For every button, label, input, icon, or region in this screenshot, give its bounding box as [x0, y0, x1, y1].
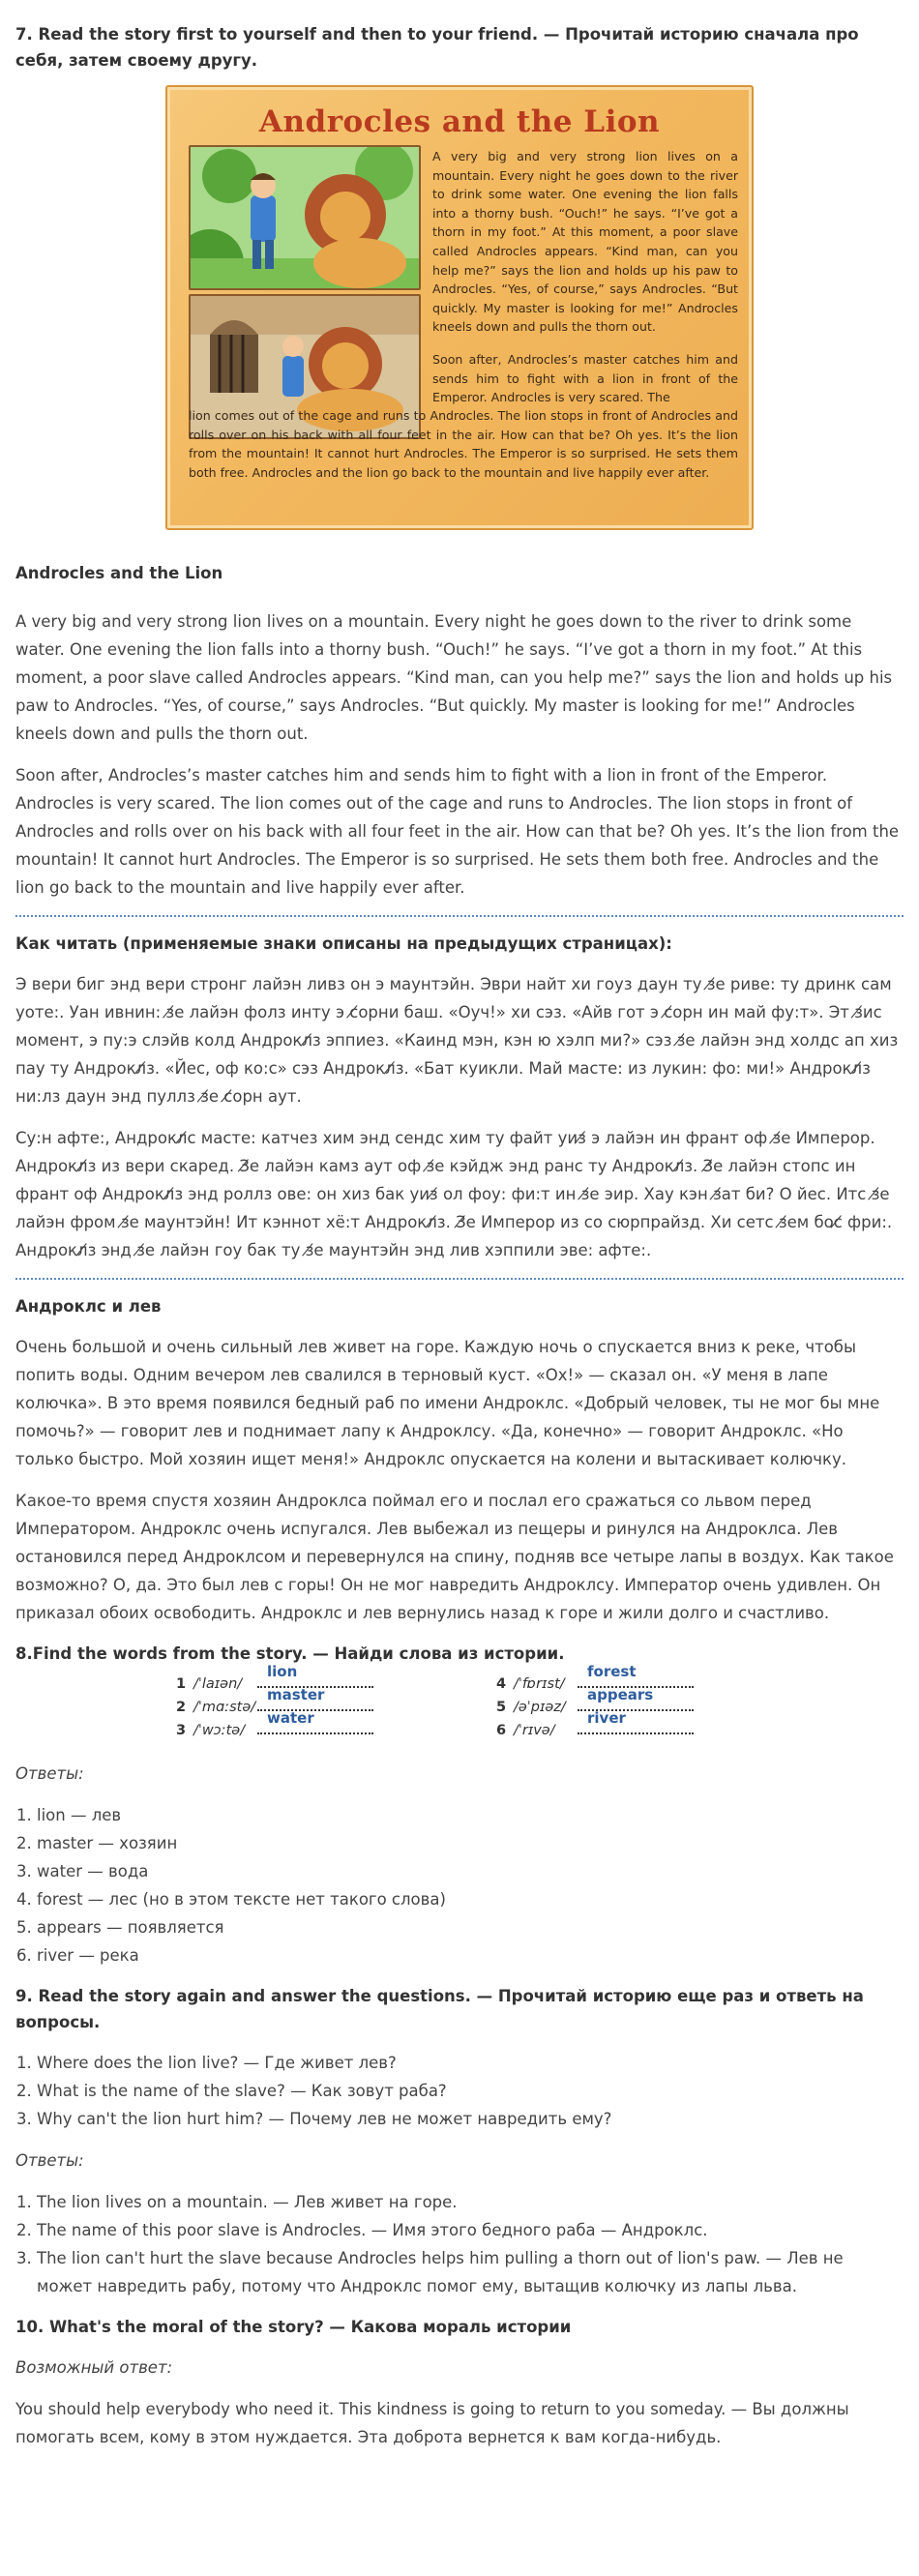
reading-guide-heading: Как читать (применяемые знаки описаны на предыдущих страницах):: [15, 934, 672, 953]
word-transcription: /ˈfɒrɪst/: [514, 1676, 565, 1692]
reading-paragraph-1: Э вери биг энд вери стронг лайэн ливз он э маунтэйн. Эври найт хи гоуз даун ту з̸е риве: ту дринк сам уоте:. Уан ивнин: з̸е лайэн фолз инту э с̸орни баш. «Оуч!» хи сэз. «Айв гот э с̸орн ин май фу:т». Эт з̸ис момент, э пу:э слэйв колд Андрокл̸з эппиез. «Каинд мэн, кэн ю хэлп ми?» сэз з̸е лайэн энд холдс ап хиз пау ту Андрокл̸з. «Йес, оф ко:с» сэз Андрокл̸з. «Бат куикли. Май масте: из лукин: фо: ми!» Андрокл̸з ни:лз даун энд пуллз з̸е с̸орн аут.: [15, 975, 899, 1106]
word-answer: master: [267, 1686, 325, 1703]
word-answer: water: [267, 1709, 314, 1727]
word-number: 1: [176, 1676, 187, 1692]
story-paragraph-2: Soon after, Androcles’s master catches him and sends him to fight with a lion in front of the Emperor. Androcles is very scared. The lion comes out of the cage and runs to Androcles. The lion stops in front of Androcles and rolls over on his back with all four feet in the air. How can that be? Oh yes. It’s the lion from the mountain! It cannot hurt Androcles. The Emperor is so surprised. He sets them both free. Androcles and the lion go back to the mountain and live happily ever after.: [15, 766, 900, 897]
translation-paragraph-2: Какое-то время спустя хозяин Андроклса поймал его и послал его сражаться со львом перед Императором. Андроклс очень испугался. Лев выбежал из пещеры и ринулся на Андроклса. Лев остановился перед Андроклсом и перевернулся на спину, подняв все четыре лапы в воздух. Как такое возможно? О, да. Это был лев с горы! Он не мог навредить Андроклсу. Император очень удивлен. Он приказал обоих освободить. Андроклс и лев вернулись назад к горе и жили долго и счастливо.: [15, 1492, 894, 1622]
story-illustration: [165, 85, 754, 530]
list-item: 6. river — река: [37, 1941, 904, 1969]
word-answer: appears: [587, 1686, 654, 1703]
list-item: 2. The name of this poor slave is Androcles. — Имя этого бедного раба — Андроклс.: [37, 2216, 904, 2244]
list-item: 1. The lion lives on a mountain. — Лев живет на горе.: [37, 2188, 904, 2216]
word-number: 5: [496, 1700, 507, 1715]
exercise-9-answers-list: [15, 2188, 904, 2300]
story-paragraph-1: A very big and very strong lion lives on a mountain. Every night he goes down to the river to drink some water. One evening the lion falls into a thorny bush. “Ouch!” he says. “I’ve got a thorn in my foot.” At this moment, a poor slave called Androcles appears. “Kind man, can you help me?” says the lion and holds up his paw to Androcles. “Yes, of course,” says Androcles. “But quickly. My master is looking for me!” Androcles kneels down and pulls the thorn out.: [15, 612, 893, 743]
word-answer: lion: [267, 1663, 298, 1680]
exercise-9-questions-list: [15, 2049, 904, 2133]
translation-heading: Андроклс и лев: [15, 1297, 162, 1316]
word-number: 6: [496, 1723, 507, 1738]
exercise-8-answers-label: Ответы:: [15, 1764, 84, 1783]
exercise-8-answers-list: [15, 1801, 904, 1969]
exercise-9-heading: 9. Read the story again and answer the questions. — Прочитай историю еще раз и ответь на вопросы.: [15, 1987, 864, 2031]
list-item: 3. water — вода: [37, 1857, 904, 1885]
exercise-10-heading: 10. What's the moral of the story? — Какова мораль истории: [15, 2318, 572, 2336]
word-answer: river: [587, 1709, 626, 1727]
list-item: 3. The lion can't hurt the slave because Androcles helps him pulling a thorn out of lion's paw. — Лев не может навредить рабу, потому что Андроклс помог ему, вытащив колючку из лапы льва.: [37, 2244, 904, 2300]
exercise-10-answer: You should help everybody who need it. This kindness is going to return to you someday. — Вы должны помогать всем, кому в этом нуждается. Эта доброта вернется к вам когда-нибудь.: [15, 2400, 849, 2446]
list-item: 1. lion — лев: [37, 1801, 904, 1829]
list-item: 5. appears — появляется: [37, 1913, 904, 1941]
word-transcription: /ˈwɔːtə/: [193, 1723, 246, 1738]
word-transcription: /ˈlaɪən/: [193, 1676, 243, 1692]
word-answer-line: [257, 1709, 373, 1734]
word-number: 2: [176, 1700, 187, 1715]
illustration-text-part-3: lion comes out of the cage and runs to Androcles. The lion stops in front of Androcles and rolls over on his back with all four feet in the air. How can that be? Oh yes. It’s the lion from the mountain! It cannot hurt Androcles. The Emperor is so surprised. He sets them both free. Androcles and the lion go back to the mountain and live happily ever after.: [189, 408, 738, 480]
word-number: 3: [176, 1723, 187, 1738]
word-transcription: /ˈrɪvə/: [514, 1723, 555, 1738]
list-item: 3. Why can't the lion hurt him? — Почему лев не может навредить ему?: [37, 2105, 904, 2133]
story-illustration-wrap: [15, 74, 904, 547]
reading-paragraph-2: Су:н афте:, Андрокл̸с масте: катчез хим энд сендс хим ту файт уиз̸ э лайэн ин франт оф з̸е Имперор. Андрокл̸з из вери скаред. З̸е лайэн камз аут оф з̸е кэйдж энд ранс ту Андрокл̸з. З̸е лайэн стопс ин франт оф Андрокл̸з энд роллз ове: он хиз бак уиз̸ ол фоу: фи:т ин з̸е эир. Хау кэн з̸ат би? О йес. Итс з̸е лайэн фром з̸е маунтэйн! Ит кэннот хё:т Андрокл̸з. З̸е Имперор из со сюрпрайзд. Хи сетс з̸ем бос̸ фри:. Андрокл̸з энд з̸е лайэн гоу бак ту з̸е маунтэйн энд лив хэппили эве: афте:.: [15, 1129, 893, 1259]
word-column-right: [496, 1663, 694, 1742]
list-item: 1. Where does the lion live? — Где живет лев?: [37, 2049, 904, 2077]
list-item: 2. master — хозяин: [37, 1829, 904, 1857]
translation-paragraph-1: Очень большой и очень сильный лев живет на горе. Каждую ночь о спускается вниз к реке, чтобы попить воды. Одним вечером лев свалился в терновый куст. «Ох!» — сказал он. «У меня в лапе колючка». В это время появился бедный раб по имени Андроклс. «Добрый человек, ты не мог бы мне помочь?» — говорит лев и поднимает лапу к Андроклсу. «Да, конечно» — говорит Андроклс. «Но только быстро. Мой хозяин ищет меня!» Андроклс опускается на колени и вытаскивает колючку.: [15, 1338, 880, 1468]
word-transcription: /ˈmɑːstə/: [193, 1700, 256, 1715]
word-find-table: [15, 1663, 904, 1746]
word-answer: forest: [587, 1663, 637, 1680]
word-transcription: /əˈpɪəz/: [514, 1700, 566, 1715]
word-row: [496, 1709, 694, 1742]
illustration-boy-and-lion: [189, 145, 421, 290]
story-title: Androcles and the Lion: [15, 564, 223, 582]
illustration-text-part-2: Soon after, Androcles’s master catches him and sends him to fight with a lion in front of the Emperor. Androcles is very scared. The: [432, 352, 738, 405]
illustration-text-part-1: A very big and very strong lion lives on a mountain. Every night he goes down to the river to drink some water. One evening the lion falls into a thorny bush. “Ouch!” he says. “I’ve got a thorn in my foot.” At this moment, a poor slave called Androcles appears. “Kind man, can you help me?” says the lion and holds up his paw to Androcles. “Yes, of course,” says Androcles. “But quickly. My master is looking for me!” Androcles kneels down and pulls the thorn out.: [432, 149, 738, 335]
exercise-9-answers-label: Ответы:: [15, 2151, 84, 2170]
word-answer-line: [578, 1709, 694, 1734]
exercise-10-answer-label: Возможный ответ:: [15, 2358, 173, 2377]
list-item: 4. forest — лес (но в этом тексте нет такого слова): [37, 1885, 904, 1913]
word-number: 4: [496, 1676, 507, 1692]
list-item: 2. What is the name of the slave? — Как зовут раба?: [37, 2077, 904, 2105]
exercise-8-heading: 8.Find the words from the story. — Найди слова из истории.: [15, 1644, 565, 1663]
illustration-title: Androcles and the Lion: [258, 104, 661, 139]
boy-lion-drawing: [191, 147, 421, 290]
word-column-left: [176, 1663, 373, 1742]
word-row: [176, 1709, 373, 1742]
exercise-7-heading: 7. Read the story first to yourself and then to your friend. — Прочитай историю сначала про себя, затем своему другу.: [15, 25, 859, 70]
